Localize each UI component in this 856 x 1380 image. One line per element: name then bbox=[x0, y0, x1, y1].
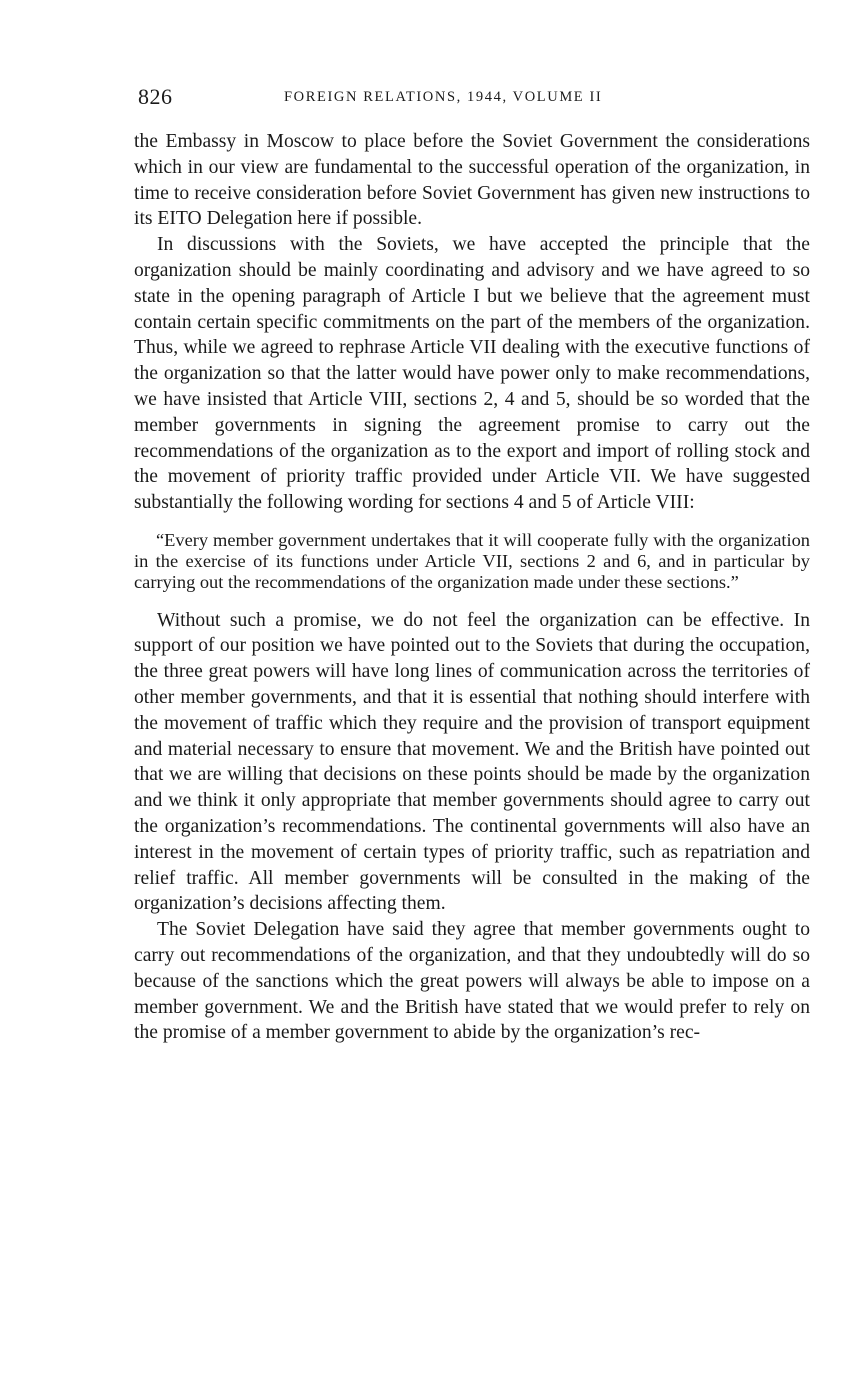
paragraph: In discussions with the Soviets, we have accepted the principle that the organization should be mainly coordinating and advisory and we have agreed to so state in the opening paragraph of Article I but we believe that the agreement must contain certain specific commitments on the part of the members of the organization. Thus, while we agreed to rephrase Article VII dealing with the executive functions of the organization so that the latter would have power only to make recommendations, we have insisted that Article VIII, sections 2, 4 and 5, should be so worded that the member governments in signing the agreement promise to carry out the recommendations of the organization as to the export and import of rolling stock and the movement of priority traffic provided under Article VII. We have suggested substantially the following wording for sections 4 and 5 of Article VIII: bbox=[134, 234, 810, 514]
running-head: FOREIGN RELATIONS, 1944, VOLUME II bbox=[284, 89, 603, 105]
paragraph: The Soviet Delegation have said they agree that member governments ought to carry out recommendations of the organization, and that they undoubtedly will do so because of the sanctions which the great powers will always be able to impose on a member government. We and the British have stated that we would prefer to rely on the promise of a member government to abide by the organization’s rec- bbox=[134, 919, 810, 1044]
page-header bbox=[138, 84, 813, 114]
paragraph: Without such a promise, we do not feel the organization can be effective. In support of our position we have pointed out to the Soviets that during the occupation, the three great powers will have long lines of communication across the territories of other member governments, and that it is essential that nothing should interfere with the movement of traffic which they require and the provision of transport equipment and material necessary to ensure that movement. We and the British have pointed out that we are willing that decisions on these points should be made by the organization and we think it only appropriate that member governments should agree to carry out the organization’s recommendations. The continental governments will also have an interest in the movement of certain types of priority traffic, such as repatriation and relief traffic. All member governments will be consulted in the making of the organization’s decisions affecting them. bbox=[134, 609, 810, 915]
block-quote: “Every member government undertakes that it will cooperate fully with the organization in the exercise of its functions under Article VII, sections 2 and 6, and in particular by carrying out the recommendations of the organization made under these sections.” bbox=[134, 529, 810, 593]
body-text bbox=[134, 129, 810, 1046]
page-number: 826 bbox=[138, 84, 173, 109]
paragraph-continued: the Embassy in Moscow to place before the Soviet Government the considerations which in our view are fundamental to the successful operation of the organization, in time to receive consideration before Soviet Government has given new instructions to its EITO Delegation here if possible. bbox=[134, 131, 810, 230]
